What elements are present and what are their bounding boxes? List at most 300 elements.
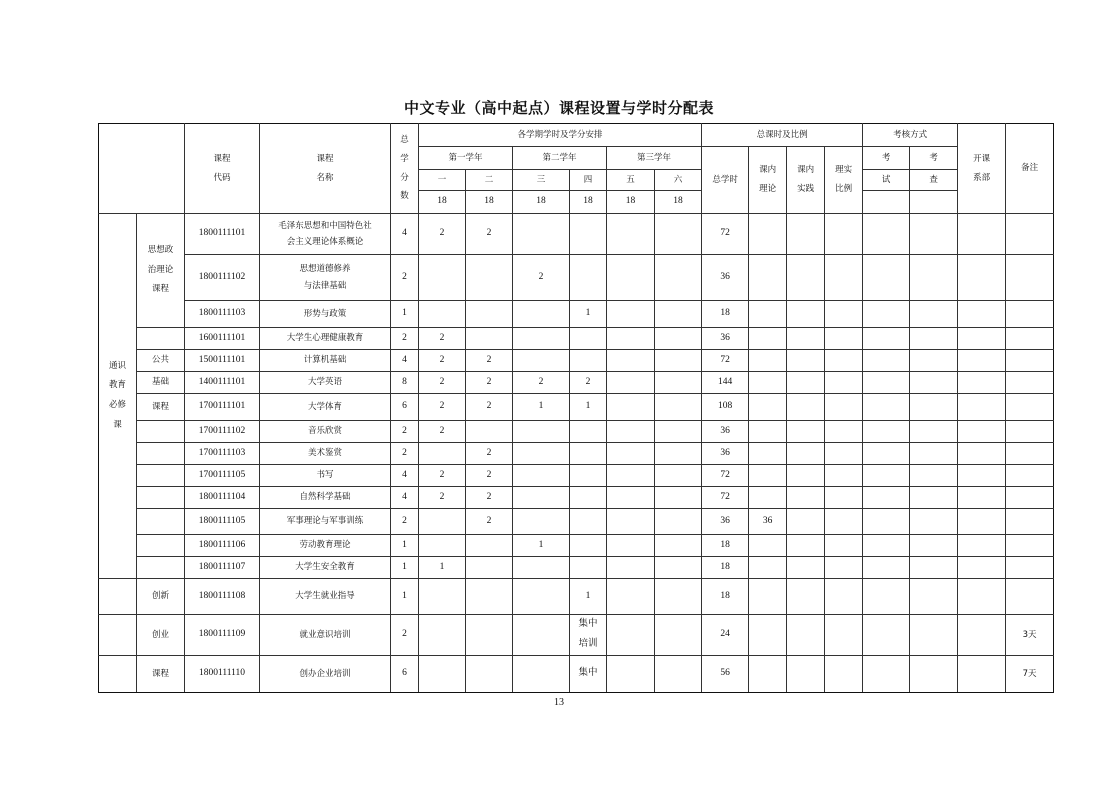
total-hours-cell: 72 xyxy=(702,350,749,372)
total-hours-cell: 24 xyxy=(702,615,749,656)
remark-cell xyxy=(1006,421,1054,443)
header-weeks-3: 18 xyxy=(513,191,570,214)
ratio-cell xyxy=(825,557,863,579)
theory-hours-cell xyxy=(749,372,787,394)
credits-cell: 6 xyxy=(391,655,419,692)
table-row xyxy=(99,214,1054,255)
department-cell xyxy=(958,255,1006,301)
ratio-cell xyxy=(825,350,863,372)
check-cell xyxy=(910,301,958,328)
practice-hours-cell xyxy=(787,372,825,394)
credits-cell: 1 xyxy=(391,301,419,328)
semester-5-cell xyxy=(607,557,655,579)
semester-6-cell xyxy=(655,301,702,328)
semester-2-cell xyxy=(466,535,513,557)
header-practice-text: 课内 实践 xyxy=(797,165,815,194)
semester-3-cell xyxy=(513,487,570,509)
department-cell xyxy=(958,535,1006,557)
semester-3-cell xyxy=(513,328,570,350)
ratio-cell xyxy=(825,615,863,656)
exam-cell xyxy=(863,255,910,301)
exam-cell xyxy=(863,465,910,487)
course-code-cell: 1700111105 xyxy=(185,465,260,487)
course-name-cell xyxy=(260,255,391,301)
exam-cell xyxy=(863,443,910,465)
semester-3-cell xyxy=(513,579,570,615)
course-schedule-table xyxy=(98,123,1054,693)
credits-cell: 4 xyxy=(391,487,419,509)
semester-1-cell: 1 xyxy=(419,557,466,579)
course-name-cell xyxy=(260,535,391,557)
check-cell xyxy=(910,509,958,535)
course-code-cell: 1700111102 xyxy=(185,421,260,443)
semester-2-cell: 2 xyxy=(466,465,513,487)
semester-4-cell xyxy=(570,615,607,656)
course-name-line: 大学生就业指导 xyxy=(295,591,355,602)
semester-3-cell xyxy=(513,214,570,255)
semester-4-line: 1 xyxy=(585,401,591,412)
department-cell xyxy=(958,214,1006,255)
header-weeks-5: 18 xyxy=(607,191,655,214)
course-name-cell xyxy=(260,372,391,394)
exam-cell xyxy=(863,579,910,615)
course-code-cell: 1400111101 xyxy=(185,372,260,394)
ratio-cell xyxy=(825,214,863,255)
semester-4-cell xyxy=(570,301,607,328)
header-semester-6: 六 xyxy=(655,170,702,191)
total-hours-cell: 108 xyxy=(702,394,749,421)
course-code-cell: 1700111103 xyxy=(185,443,260,465)
group-innovation-1: 创新 xyxy=(137,579,185,615)
department-cell xyxy=(958,350,1006,372)
total-hours-cell: 72 xyxy=(702,487,749,509)
total-hours-cell: 36 xyxy=(702,255,749,301)
header-total-credits-text: 总 学 分 数 xyxy=(400,135,409,202)
practice-hours-cell xyxy=(787,615,825,656)
semester-2-cell: 2 xyxy=(466,443,513,465)
semester-4-line: 1 xyxy=(585,590,591,601)
table-row xyxy=(99,394,1054,421)
total-hours-cell: 36 xyxy=(702,328,749,350)
semester-6-cell xyxy=(655,487,702,509)
ratio-cell xyxy=(825,394,863,421)
ratio-cell xyxy=(825,421,863,443)
table-row xyxy=(99,350,1054,372)
credits-cell: 2 xyxy=(391,328,419,350)
course-name-line: 毛泽东思想和中国特色社 xyxy=(278,220,372,231)
remark-cell xyxy=(1006,487,1054,509)
group-general-education-line: 教育 xyxy=(108,380,126,391)
course-name-line: 大学生安全教育 xyxy=(295,562,355,573)
credits-cell: 4 xyxy=(391,350,419,372)
semester-6-cell xyxy=(655,255,702,301)
semester-6-cell xyxy=(655,394,702,421)
total-hours-cell: 18 xyxy=(702,579,749,615)
department-cell xyxy=(958,557,1006,579)
course-name-line: 大学生心理健康教育 xyxy=(286,333,364,344)
header-year-1: 第一学年 xyxy=(419,147,513,170)
table-row xyxy=(99,301,1054,328)
semester-6-cell xyxy=(655,350,702,372)
semester-4-cell xyxy=(570,372,607,394)
header-exam-top: 考 xyxy=(863,147,910,170)
semester-3-cell xyxy=(513,301,570,328)
semester-4-cell xyxy=(570,255,607,301)
semester-6-cell xyxy=(655,421,702,443)
theory-hours-cell xyxy=(749,465,787,487)
check-cell xyxy=(910,421,958,443)
semester-4-cell xyxy=(570,557,607,579)
theory-hours-cell xyxy=(749,421,787,443)
semester-2-cell xyxy=(466,655,513,692)
table-row xyxy=(99,443,1054,465)
semester-5-cell xyxy=(607,655,655,692)
table-row xyxy=(99,655,1054,692)
exam-cell xyxy=(863,655,910,692)
header-check-bottom: 查 xyxy=(910,170,958,191)
credits-cell: 1 xyxy=(391,579,419,615)
semester-5-cell xyxy=(607,535,655,557)
theory-hours-cell xyxy=(749,579,787,615)
check-cell xyxy=(910,615,958,656)
course-code-cell: 1600111101 xyxy=(185,328,260,350)
semester-4-cell xyxy=(570,443,607,465)
check-cell xyxy=(910,655,958,692)
semester-1-cell xyxy=(419,535,466,557)
check-cell xyxy=(910,535,958,557)
semester-5-cell xyxy=(607,301,655,328)
course-name-line: 形势与政策 xyxy=(303,308,347,319)
course-code-cell: 1800111106 xyxy=(185,535,260,557)
check-cell xyxy=(910,465,958,487)
semester-1-cell xyxy=(419,615,466,656)
check-cell xyxy=(910,350,958,372)
course-name-line: 美术鉴赏 xyxy=(307,448,342,459)
practice-hours-cell xyxy=(787,509,825,535)
group-general-education-text xyxy=(100,357,135,435)
course-name-cell xyxy=(260,443,391,465)
practice-hours-cell xyxy=(787,443,825,465)
document-title: 中文专业（高中起点）课程设置与学时分配表 xyxy=(403,99,714,117)
theory-hours-cell xyxy=(749,443,787,465)
remark-cell: 7天 xyxy=(1006,655,1054,692)
credits-cell: 2 xyxy=(391,509,419,535)
ratio-cell xyxy=(825,372,863,394)
practice-hours-cell xyxy=(787,214,825,255)
semester-4-cell xyxy=(570,487,607,509)
group-ideology-course-line: 思想政 xyxy=(147,245,174,256)
group-general-education-line: 必修 xyxy=(108,400,126,410)
theory-hours-cell xyxy=(749,301,787,328)
remark-cell xyxy=(1006,579,1054,615)
semester-5-cell xyxy=(607,615,655,656)
credits-cell: 2 xyxy=(391,421,419,443)
remark-cell xyxy=(1006,443,1054,465)
group-ideology-blank xyxy=(137,328,185,350)
semester-5-cell xyxy=(607,509,655,535)
total-hours-cell: 56 xyxy=(702,655,749,692)
theory-hours-cell xyxy=(749,328,787,350)
semester-6-cell xyxy=(655,372,702,394)
department-cell xyxy=(958,487,1006,509)
course-name-cell xyxy=(260,301,391,328)
header-remarks: 备注 xyxy=(1006,124,1054,214)
semester-3-cell: 1 xyxy=(513,394,570,421)
exam-cell xyxy=(863,557,910,579)
header-practice xyxy=(787,147,825,214)
total-hours-cell: 36 xyxy=(702,509,749,535)
remark-cell xyxy=(1006,301,1054,328)
semester-3-cell xyxy=(513,557,570,579)
practice-hours-cell xyxy=(787,394,825,421)
course-code-cell: 1800111110 xyxy=(185,655,260,692)
department-cell xyxy=(958,579,1006,615)
group-ideology-course-line: 课程 xyxy=(151,284,169,295)
semester-4-cell xyxy=(570,394,607,421)
total-hours-cell: 144 xyxy=(702,372,749,394)
header-semester-group: 各学期学时及学分安排 xyxy=(419,124,702,147)
course-code-cell: 1800111109 xyxy=(185,615,260,656)
semester-2-cell xyxy=(466,255,513,301)
course-code-cell: 1700111101 xyxy=(185,394,260,421)
semester-4-cell xyxy=(570,535,607,557)
semester-4-line: 培训 xyxy=(578,638,598,649)
course-code-cell: 1800111101 xyxy=(185,214,260,255)
header-course-name-text: 课程 名称 xyxy=(316,153,334,183)
department-cell xyxy=(958,443,1006,465)
ratio-cell xyxy=(825,509,863,535)
semester-1-cell xyxy=(419,509,466,535)
ratio-cell xyxy=(825,487,863,509)
semester-4-line: 2 xyxy=(585,376,591,387)
semester-2-cell: 2 xyxy=(466,394,513,421)
exam-cell xyxy=(863,394,910,421)
group-blank-cell xyxy=(137,487,185,509)
semester-4-cell xyxy=(570,350,607,372)
theory-hours-cell xyxy=(749,255,787,301)
semester-5-cell xyxy=(607,328,655,350)
semester-4-cell xyxy=(570,655,607,692)
semester-2-cell: 2 xyxy=(466,350,513,372)
group-blank-cell xyxy=(137,509,185,535)
semester-1-cell xyxy=(419,301,466,328)
course-code-cell: 1800111102 xyxy=(185,255,260,301)
semester-2-cell: 2 xyxy=(466,214,513,255)
header-semester-2: 二 xyxy=(466,170,513,191)
semester-4-cell xyxy=(570,214,607,255)
ratio-cell xyxy=(825,465,863,487)
exam-cell xyxy=(863,301,910,328)
practice-hours-cell xyxy=(787,487,825,509)
theory-hours-cell xyxy=(749,655,787,692)
group-public-basic-2: 基础 xyxy=(137,372,185,394)
check-cell xyxy=(910,394,958,421)
semester-1-cell xyxy=(419,655,466,692)
total-hours-cell: 18 xyxy=(702,557,749,579)
department-cell xyxy=(958,465,1006,487)
exam-cell xyxy=(863,372,910,394)
header-theory-text: 课内 理论 xyxy=(759,165,777,194)
course-name-line: 大学体育 xyxy=(307,401,342,412)
course-code-cell: 1800111107 xyxy=(185,557,260,579)
course-name-line: 创办企业培训 xyxy=(299,668,351,679)
semester-3-cell: 1 xyxy=(513,535,570,557)
practice-hours-cell xyxy=(787,655,825,692)
remark-cell xyxy=(1006,557,1054,579)
header-blank-corner xyxy=(99,124,185,214)
header-course-code xyxy=(185,124,260,214)
department-cell xyxy=(958,421,1006,443)
header-year-2: 第二学年 xyxy=(513,147,607,170)
theory-hours-cell xyxy=(749,394,787,421)
theory-hours-cell: 36 xyxy=(749,509,787,535)
credits-cell: 1 xyxy=(391,557,419,579)
theory-hours-cell xyxy=(749,615,787,656)
semester-1-cell: 2 xyxy=(419,328,466,350)
header-course-code-text: 课程 代码 xyxy=(213,153,231,183)
check-cell xyxy=(910,214,958,255)
semester-2-cell xyxy=(466,301,513,328)
check-cell xyxy=(910,255,958,301)
group-outer-blank xyxy=(99,655,137,692)
semester-3-cell xyxy=(513,509,570,535)
semester-6-cell xyxy=(655,535,702,557)
header-exam-bottom: 试 xyxy=(863,170,910,191)
course-name-cell xyxy=(260,557,391,579)
semester-3-cell: 2 xyxy=(513,372,570,394)
department-cell xyxy=(958,394,1006,421)
course-name-line: 自然科学基础 xyxy=(299,492,351,503)
semester-5-cell xyxy=(607,372,655,394)
department-cell xyxy=(958,328,1006,350)
semester-1-cell: 2 xyxy=(419,394,466,421)
semester-3-cell: 2 xyxy=(513,255,570,301)
department-cell xyxy=(958,301,1006,328)
group-blank-cell xyxy=(137,557,185,579)
semester-1-cell: 2 xyxy=(419,372,466,394)
remark-cell xyxy=(1006,509,1054,535)
header-weeks-2: 18 xyxy=(466,191,513,214)
table-row xyxy=(99,328,1054,350)
header-total-hours: 总学时 xyxy=(702,147,749,214)
course-name-cell xyxy=(260,214,391,255)
semester-2-cell xyxy=(466,615,513,656)
remark-cell xyxy=(1006,350,1054,372)
semester-1-cell: 2 xyxy=(419,465,466,487)
semester-5-cell xyxy=(607,394,655,421)
credits-cell: 4 xyxy=(391,214,419,255)
semester-1-cell: 2 xyxy=(419,487,466,509)
remark-cell xyxy=(1006,328,1054,350)
course-code-cell: 1500111101 xyxy=(185,350,260,372)
course-name-cell xyxy=(260,615,391,656)
practice-hours-cell xyxy=(787,535,825,557)
total-hours-cell: 18 xyxy=(702,535,749,557)
semester-4-line: 集中 xyxy=(578,619,598,629)
course-name-line: 会主义理论体系概论 xyxy=(286,237,364,247)
header-course-name xyxy=(260,124,391,214)
header-assessment-group: 考核方式 xyxy=(863,124,958,147)
group-blank-cell xyxy=(137,535,185,557)
course-code-cell: 1800111103 xyxy=(185,301,260,328)
course-name-cell xyxy=(260,350,391,372)
semester-4-cell xyxy=(570,579,607,615)
course-name-line: 计算机基础 xyxy=(303,355,347,366)
credits-cell: 6 xyxy=(391,394,419,421)
course-name-cell xyxy=(260,465,391,487)
group-outer-blank xyxy=(99,615,137,656)
semester-1-cell: 2 xyxy=(419,214,466,255)
group-general-education xyxy=(99,214,137,579)
semester-3-cell xyxy=(513,615,570,656)
practice-hours-cell xyxy=(787,301,825,328)
practice-hours-cell xyxy=(787,579,825,615)
credits-cell: 2 xyxy=(391,615,419,656)
semester-2-cell: 2 xyxy=(466,509,513,535)
practice-hours-cell xyxy=(787,350,825,372)
exam-cell xyxy=(863,421,910,443)
group-innovation-2: 创业 xyxy=(137,615,185,656)
header-total-credits xyxy=(391,124,419,214)
remark-cell xyxy=(1006,535,1054,557)
header-weeks-1: 18 xyxy=(419,191,466,214)
credits-cell: 2 xyxy=(391,443,419,465)
credits-cell: 1 xyxy=(391,535,419,557)
semester-4-cell xyxy=(570,328,607,350)
semester-3-cell xyxy=(513,350,570,372)
check-cell xyxy=(910,328,958,350)
remark-cell xyxy=(1006,372,1054,394)
semester-2-cell xyxy=(466,557,513,579)
course-name-line: 劳动教育理论 xyxy=(299,540,351,551)
table-row xyxy=(99,465,1054,487)
group-ideology-course xyxy=(137,214,185,328)
semester-3-cell xyxy=(513,421,570,443)
group-blank-cell xyxy=(137,421,185,443)
ratio-cell xyxy=(825,655,863,692)
semester-5-cell xyxy=(607,214,655,255)
header-year-3: 第三学年 xyxy=(607,147,702,170)
semester-5-cell xyxy=(607,443,655,465)
department-cell xyxy=(958,655,1006,692)
semester-5-cell xyxy=(607,421,655,443)
total-hours-cell: 36 xyxy=(702,443,749,465)
table-body xyxy=(99,124,1054,693)
credits-cell: 2 xyxy=(391,255,419,301)
remark-cell: 3天 xyxy=(1006,615,1054,656)
check-cell xyxy=(910,443,958,465)
semester-2-cell: 2 xyxy=(466,372,513,394)
group-ideology-course-line: 治理论 xyxy=(147,264,174,275)
theory-hours-cell xyxy=(749,535,787,557)
course-name-line: 就业意识培训 xyxy=(299,629,351,640)
semester-6-cell xyxy=(655,509,702,535)
header-ratio-text: 理实 比例 xyxy=(835,165,853,194)
exam-cell xyxy=(863,328,910,350)
header-ratio xyxy=(825,147,863,214)
credits-cell: 8 xyxy=(391,372,419,394)
exam-cell xyxy=(863,487,910,509)
course-name-line: 军事理论与军事训练 xyxy=(286,516,364,527)
group-blank-cell xyxy=(137,465,185,487)
header-theory xyxy=(749,147,787,214)
ratio-cell xyxy=(825,301,863,328)
course-name-line: 音乐欣赏 xyxy=(307,426,342,437)
course-name-cell xyxy=(260,394,391,421)
group-outer-blank xyxy=(99,579,137,615)
check-cell xyxy=(910,579,958,615)
practice-hours-cell xyxy=(787,421,825,443)
